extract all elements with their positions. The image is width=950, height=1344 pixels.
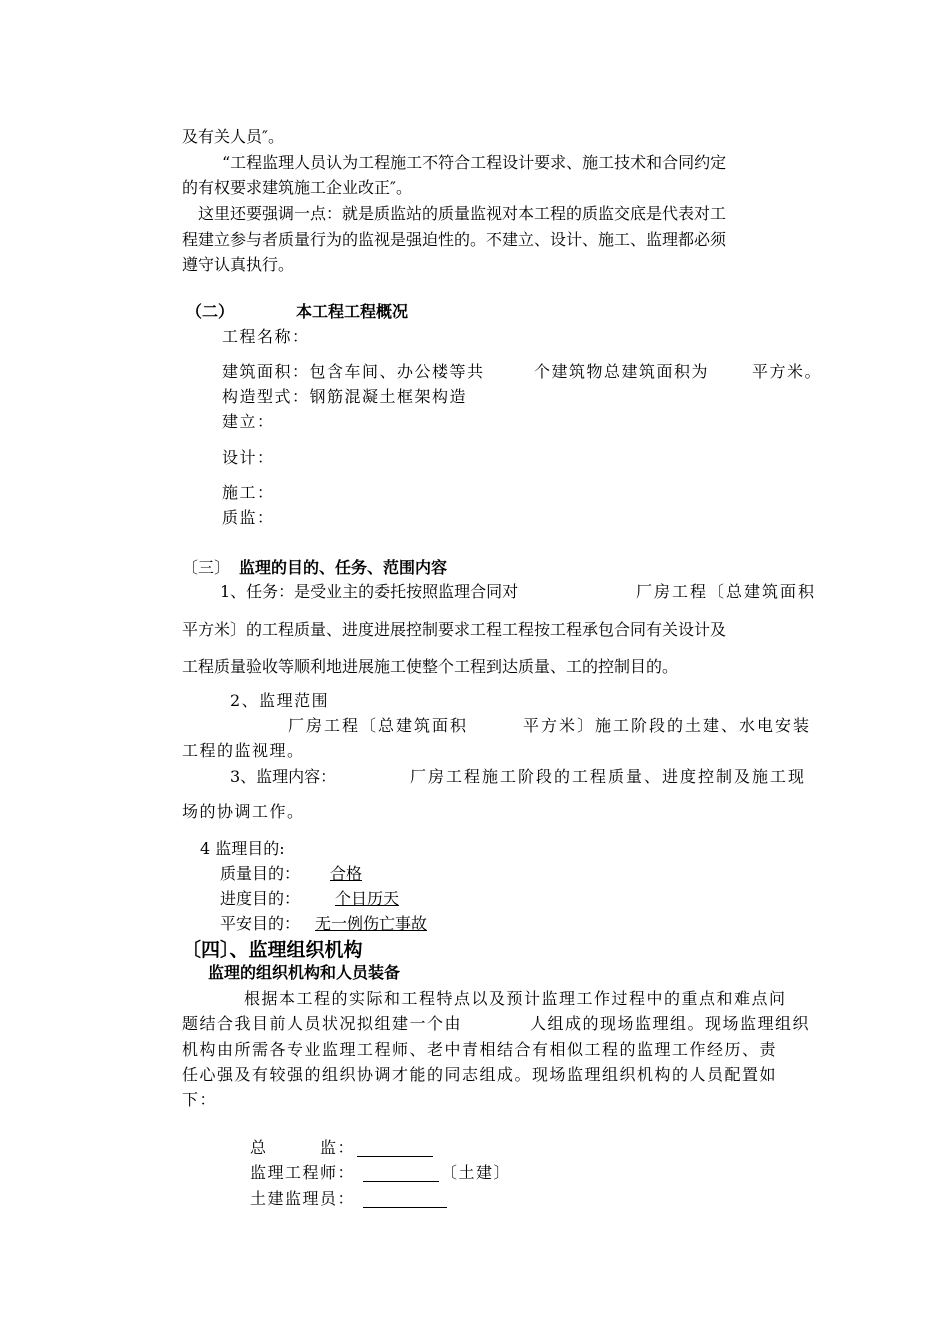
content-label: 3、监理内容： xyxy=(230,767,337,786)
scope-title: 2、监理范围 xyxy=(230,691,330,710)
section-2-number: （二） xyxy=(186,302,235,321)
task-line-3: 工程质量验收等顺利地进展施工使整个工程到达质量、工的控制目的。 xyxy=(182,657,679,676)
scope-line-1b: 平方米〕施工阶段的土建、水电安装 xyxy=(523,716,812,735)
engineer-label: 监理工程师： xyxy=(250,1163,356,1182)
section-2-title: 本工程工程概况 xyxy=(296,302,409,321)
area-line-a: 建筑面积：包含车间、办公楼等共 xyxy=(222,362,485,381)
content-line-2: 场的协调工作。 xyxy=(182,802,305,821)
area-line-c: 平方米。 xyxy=(752,362,823,381)
org-para-line-1: 根据本工程的实际和工程特点以及预计监理工作过程中的重点和难点问 xyxy=(244,989,787,1008)
emphasis-line-2: 程建立参与者质量行为的监视是强迫性的。不建立、设计、施工、监理都必须 xyxy=(182,230,727,249)
chief-label-b: 监： xyxy=(320,1138,356,1157)
quality-goal-label: 质量目的： xyxy=(220,864,301,883)
engineer-note: 〔土建〕 xyxy=(441,1163,512,1182)
safety-goal-value: 无一例伤亡事故 xyxy=(315,914,428,933)
section-3-title: 监理的目的、任务、范围内容 xyxy=(239,558,448,577)
content-line-1: 厂房工程施工阶段的工程质量、进度控制及施工现 xyxy=(410,767,807,786)
quote-line-2: 的有权要求建筑施工企业改正″。 xyxy=(182,178,412,197)
goal-title: 4 监理目的: xyxy=(200,839,285,858)
project-name-label: 工程名称： xyxy=(222,327,310,346)
progress-goal-label: 进度目的： xyxy=(220,889,301,908)
inspector-label: 土建监理员： xyxy=(250,1189,356,1208)
task-line-1b: 厂房工程〔总建筑面积 xyxy=(636,582,817,601)
scope-line-2: 工程的监视理。 xyxy=(182,741,305,760)
chief-blank xyxy=(357,1140,433,1157)
org-para-line-2a: 题结合我目前人员状况拟组建一个由 xyxy=(182,1014,463,1033)
design-label: 设计： xyxy=(222,448,275,467)
quote-line-1: “工程监理人员认为工程施工不符合工程设计要求、施工技术和合同约定 xyxy=(222,153,727,172)
build-label: 建立： xyxy=(222,412,275,431)
org-para-line-4: 任心强及有较强的组织协调才能的同志组成。现场监理组织机构的人员配置如 xyxy=(182,1065,778,1084)
emphasis-line-1: 这里还要强调一点：就是质监站的质量监视对本工程的质监交底是代表对工 xyxy=(198,204,727,223)
section-4-subtitle: 监理的组织机构和人员装备 xyxy=(208,963,401,982)
area-line-b: 个建筑物总建筑面积为 xyxy=(534,362,710,381)
structure-type: 构造型式：钢筋混凝土框架构造 xyxy=(222,387,468,406)
task-line-1a: 1、任务：是受业主的委托按照监理合同对 xyxy=(220,582,519,601)
quality-supervision-label: 质监： xyxy=(222,508,275,527)
inspector-blank xyxy=(363,1191,447,1208)
engineer-blank xyxy=(363,1165,439,1182)
section-4-title: 〔四〕、监理组织机构 xyxy=(182,939,363,961)
safety-goal-label: 平安目的： xyxy=(220,914,301,933)
intro-line-1: 及有关人员″。 xyxy=(182,127,284,146)
scope-line-1a: 厂房工程〔总建筑面积 xyxy=(288,716,469,735)
section-3-prefix: 〔三〕 xyxy=(182,558,231,577)
construct-label: 施工： xyxy=(222,483,275,502)
emphasis-line-3: 遵守认真执行。 xyxy=(182,255,295,274)
quality-goal-value: 合格 xyxy=(330,864,363,883)
org-para-line-3: 机构由所需各专业监理工程师、老中青相结合有相似工程的监理工作经历、责 xyxy=(182,1040,778,1059)
progress-goal-value: 个日历天 xyxy=(335,889,400,908)
org-para-line-5: 下： xyxy=(182,1090,218,1109)
task-line-2: 平方米〕的工程质量、进度进展控制要求工程工程按工程承包合同有关设计及 xyxy=(182,620,727,639)
org-para-line-2b: 人组成的现场监理组。现场监理组织 xyxy=(530,1014,811,1033)
chief-label-a: 总 xyxy=(250,1138,268,1157)
